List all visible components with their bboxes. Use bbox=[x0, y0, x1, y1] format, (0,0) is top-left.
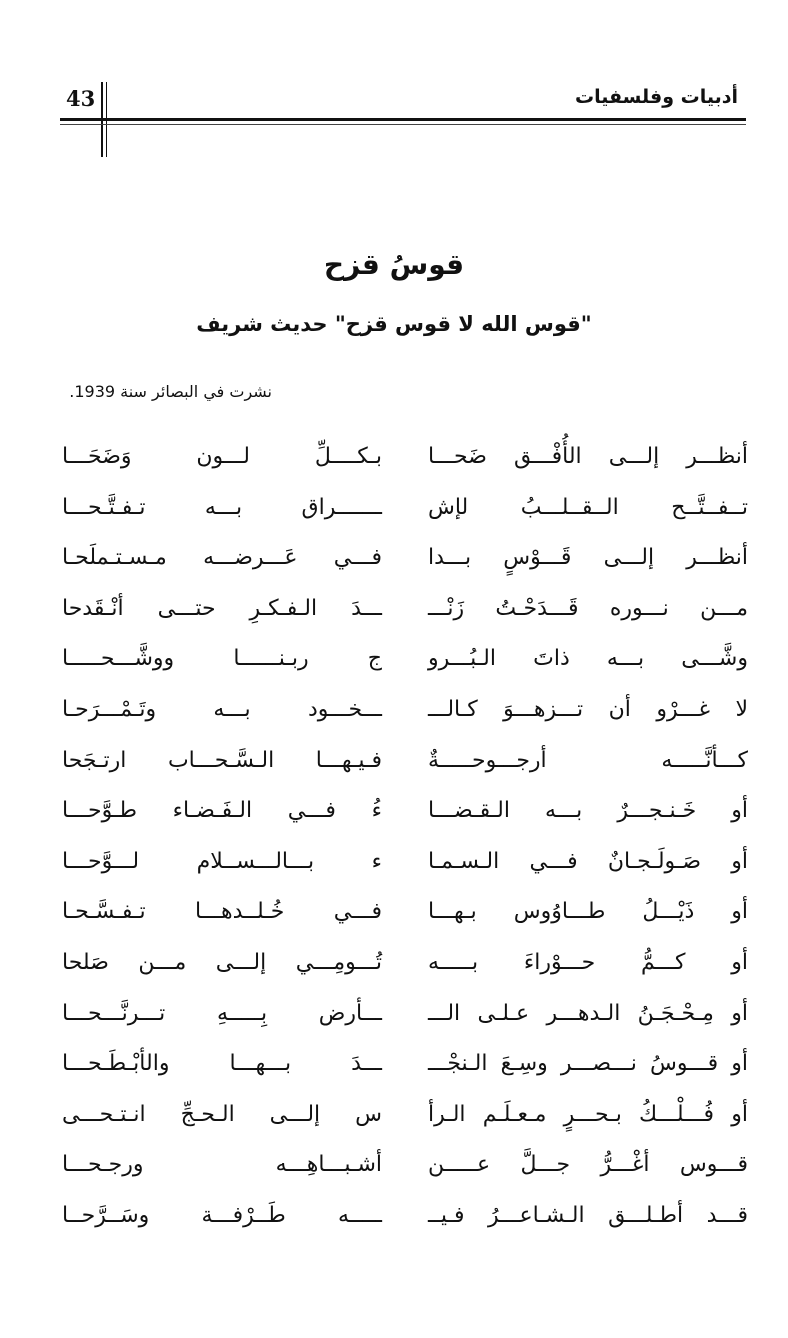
first-hemistich: أو قـــوسُ نـــصـــر وسِـعَ الـنجْـــ bbox=[428, 1051, 748, 1077]
verse bbox=[0, 794, 788, 845]
first-hemistich: أنظـــر إلـــى الأُفْـــق ضَحـــا bbox=[428, 444, 748, 469]
verse bbox=[0, 693, 788, 744]
first-hemistich: أو ذَيْـــلُ طـــاوُوس بـهـــا bbox=[428, 899, 748, 925]
verse bbox=[0, 1148, 788, 1199]
verse bbox=[0, 997, 788, 1048]
first-hemistich: أنظـــر إلـــى قَـــوْسٍ بـــدا bbox=[428, 545, 748, 571]
second-hemistich: بـكــــلِّ لـــون وَضَحَـــا bbox=[62, 444, 382, 469]
header-rule bbox=[60, 118, 746, 121]
verse bbox=[0, 592, 788, 643]
second-hemistich: ج ربـنــــــا ووشَّـــحـــــا bbox=[62, 646, 382, 672]
second-hemistich: ـــــه طَــرْفـــة وسَــرَّحــا bbox=[62, 1202, 382, 1228]
page-number: 43 bbox=[66, 86, 96, 111]
publication-note: نشرت في البصائر سنة 1939. bbox=[69, 382, 272, 401]
first-hemistich: أو صَـولَـجـانٌ فـــي الـسـمـا bbox=[428, 848, 748, 874]
verse bbox=[0, 845, 788, 896]
verse bbox=[0, 1199, 788, 1250]
first-hemistich: أو فُـــلْـــكُ بـحـــرٍ مـعـلَـم الـرأ bbox=[428, 1101, 748, 1127]
verse bbox=[0, 1098, 788, 1149]
first-hemistich: تــفــتَّــح الــقــلـــبُ لإش bbox=[428, 494, 748, 520]
verse bbox=[0, 541, 788, 592]
second-hemistich: ـــــــراق بـــه تـفـتَّـحـــا bbox=[62, 494, 382, 520]
first-hemistich: قـــد أطـلـــق الـشـاعـــرُ فـيــ bbox=[428, 1202, 748, 1228]
first-hemistich: كـــأنَّـــــه أرجـــوحـــــةٌ bbox=[428, 747, 748, 773]
verse bbox=[0, 1047, 788, 1098]
verse bbox=[0, 491, 788, 542]
second-hemistich: أشـبـــاهِـــه ورجـحـــا bbox=[62, 1152, 382, 1178]
second-hemistich: ءُ فـــي الـفَـضـاء طـوَّحـــا bbox=[62, 798, 382, 824]
verse-list bbox=[0, 440, 788, 1250]
second-hemistich: فـيـهـــا الـسَّـحـــاب ارتـجَحا bbox=[62, 747, 382, 773]
second-hemistich: ـــدَ بـــهـــا والأبْـطَـحـــا bbox=[62, 1051, 382, 1077]
second-hemistich: ء بـــالـــســلام لـــوَّحـــا bbox=[62, 848, 382, 874]
verse bbox=[0, 642, 788, 693]
verse bbox=[0, 895, 788, 946]
running-head: أدبيات وفلسفيات bbox=[575, 86, 738, 108]
poem-title: قوسُ قزح bbox=[323, 248, 465, 281]
first-hemistich: أو مِـحْـجَـنُ الـدهـــر عـلـى الـــ bbox=[428, 1000, 748, 1026]
second-hemistich: فـــي خُـلــدهـــا تـفـسَّـحـا bbox=[62, 899, 382, 925]
first-hemistich: أو خَـنـجـــرٌ بـــه الـقـضـــا bbox=[428, 798, 748, 824]
first-hemistich: لا غـــرْو أن تـــزهـــوَ كـالـــ bbox=[428, 696, 748, 722]
second-hemistich: س إلـــى الـحـجِّ انـتـحـــى bbox=[62, 1101, 382, 1127]
first-hemistich: مـــن نـــوره قَـــدَحْـتُ زَنْـــ bbox=[428, 595, 748, 621]
second-hemistich: ـــدَ الـفـكـرِ حتـــى أنْـقَدحا bbox=[62, 595, 382, 621]
second-hemistich: تُـــومِـــي إلـــى مـــن صَلحا bbox=[62, 949, 382, 975]
epigraph: "قوس الله لا قوس قزح" حديث شريف bbox=[196, 312, 592, 336]
header-rule bbox=[60, 124, 746, 125]
verse bbox=[0, 744, 788, 795]
first-hemistich: وشَّـــى بـــه ذاتَ الـبُـــرو bbox=[428, 646, 748, 672]
second-hemistich: ـــخـــود بـــه وتَـمْـــرَحـا bbox=[62, 696, 382, 722]
verse bbox=[0, 440, 788, 491]
second-hemistich: ـــأرض بِـــــهِ تـــرنَّـــحـــا bbox=[62, 1000, 382, 1026]
second-hemistich: فـــي عَـــرضـــه مـسـتـملَحـا bbox=[62, 545, 382, 571]
first-hemistich: أو كـــمُّ حـــوْراءَ بـــــه bbox=[428, 949, 748, 975]
verse bbox=[0, 946, 788, 997]
first-hemistich: قـــوس أغْـــرُّ جـــلَّ عـــــن bbox=[428, 1152, 748, 1178]
